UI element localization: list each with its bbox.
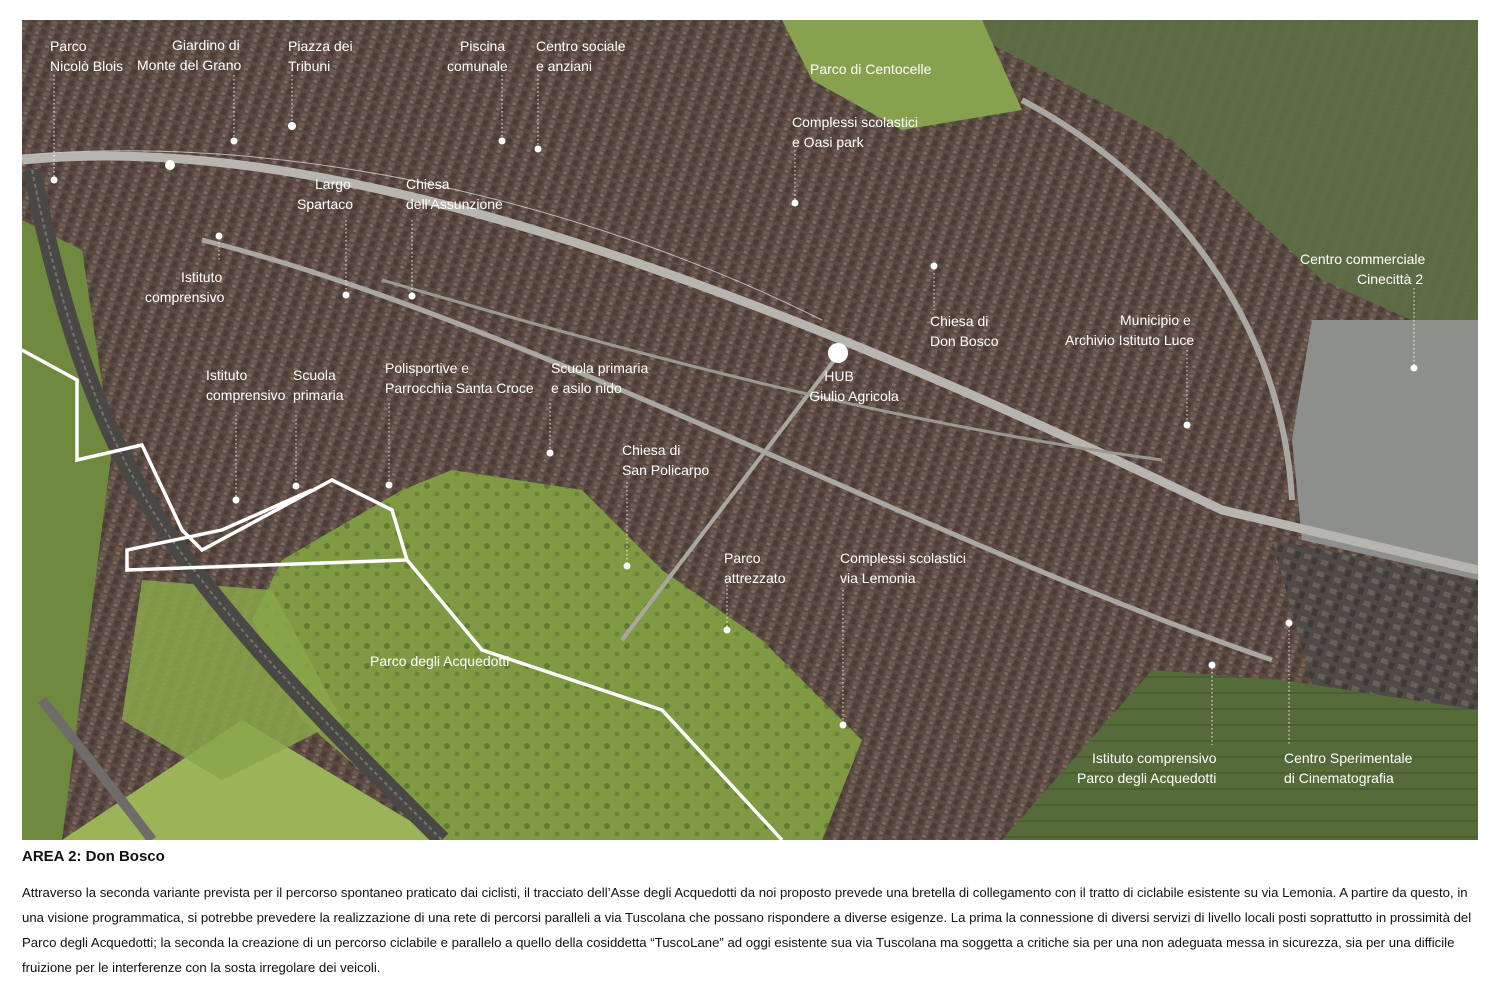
label-piazza-1: Piazza dei <box>288 38 353 54</box>
label-istituto1-2: comprensivo <box>145 289 225 305</box>
label-lemonia-1: Complessi scolastici <box>840 550 967 566</box>
route-node <box>165 160 175 170</box>
label-municipio-1: Municipio e <box>1120 312 1191 328</box>
label-parco-acquedotti: Parco degli Acquedotti <box>370 653 510 669</box>
label-polisportive-1: Polisportive e <box>385 360 470 376</box>
label-san-policarpo-2: San Policarpo <box>622 462 710 478</box>
aerial-map <box>22 20 1478 840</box>
label-centro-sociale-2: e anziani <box>536 58 593 74</box>
label-istituto2-2: comprensivo <box>206 387 286 403</box>
label-centro-sociale-1: Centro sociale <box>536 38 626 54</box>
caption-body: Attraverso la seconda variante prevista per il percorso spontaneo praticato dai ciclisti, il tracciato dell’Asse degli Acquedotti da noi proposto prevede una bretella di collegamento con il tratto di ciclabile esistente su via Lemonia. A partire da questo, in una visione programmatica, si potrebbe prevedere la realizzazione di una rete di percorsi paralleli a via Tuscolana che possano rispondere a diverse esigenze. La prima la connessione di diversi servizi di livello locali posti soprattutto in prossimità del Parco degli Acquedotti; la seconda la creazione di un percorso ciclabile e parallelo a quello della cosiddetta “TuscoLane” ad oggi esistente sua via Tuscolana ma soggetta a critiche sia per una non adeguata messa in sicurezza, sia per una difficile fruizione per le interferenze con la sosta irregolare dei veicoli. <box>22 885 1472 975</box>
label-polisportive-2: Parrocchia Santa Croce <box>385 380 534 396</box>
label-parco-centocelle: Parco di Centocelle <box>810 61 932 77</box>
label-istituto1-1: Istituto <box>181 269 223 285</box>
label-don-bosco-2: Don Bosco <box>930 333 999 349</box>
label-hub-2: Giulio Agricola <box>809 388 899 404</box>
label-complessi-oasi-2: e Oasi park <box>792 134 864 150</box>
label-scuola-primaria-2: primaria <box>293 387 344 403</box>
label-centro-comm-1: Centro commerciale <box>1300 251 1426 267</box>
caption-title: AREA 2: Don Bosco <box>22 848 165 865</box>
label-giardino-2: Monte del Grano <box>137 57 242 73</box>
label-istituto-pa-2: Parco degli Acquedotti <box>1077 770 1217 786</box>
label-scuola-asilo-2: e asilo nido <box>551 380 622 396</box>
label-piscina-1: Piscina <box>460 38 506 54</box>
label-parco-nicolo-blois-1: Parco <box>50 38 87 54</box>
label-chiesa-ass-2: dell'Assunzione <box>406 196 503 212</box>
label-municipio-2: Archivio Istituto Luce <box>1065 332 1195 348</box>
label-csc-2: di Cinematografia <box>1284 770 1394 786</box>
label-centro-comm-2: Cinecittà 2 <box>1357 271 1424 287</box>
label-csc-1: Centro Sperimentale <box>1284 750 1413 766</box>
poi-parco-centocelle <box>810 61 932 77</box>
label-parco-nicolo-blois-2: Nicolò Blois <box>50 58 124 74</box>
label-scuola-primaria-1: Scuola <box>293 367 336 383</box>
label-istituto2-1: Istituto <box>206 367 248 383</box>
poi-parco-acquedotti <box>370 653 509 669</box>
label-scuola-asilo-1: Scuola primaria <box>551 360 649 376</box>
label-don-bosco-1: Chiesa di <box>930 313 989 329</box>
label-hub-1: HUB <box>824 368 854 384</box>
aerial-map-svg <box>22 20 1478 840</box>
label-piazza-2: Tribuni <box>288 58 331 74</box>
label-istituto-pa-1: Istituto comprensivo <box>1092 750 1217 766</box>
label-lemonia-2: via Lemonia <box>840 570 916 586</box>
label-chiesa-ass-1: Chiesa <box>406 176 450 192</box>
label-giardino-1: Giardino di <box>172 37 240 53</box>
label-largo-2: Spartaco <box>297 196 354 212</box>
label-parco-attrezzato-1: Parco <box>724 550 761 566</box>
label-parco-attrezzato-2: attrezzato <box>724 570 786 586</box>
label-complessi-oasi-1: Complessi scolastici <box>792 114 919 130</box>
label-piscina-2: comunale <box>447 58 508 74</box>
label-san-policarpo-1: Chiesa di <box>622 442 681 458</box>
label-largo-1: Largo <box>315 176 351 192</box>
hub-marker <box>828 343 848 363</box>
